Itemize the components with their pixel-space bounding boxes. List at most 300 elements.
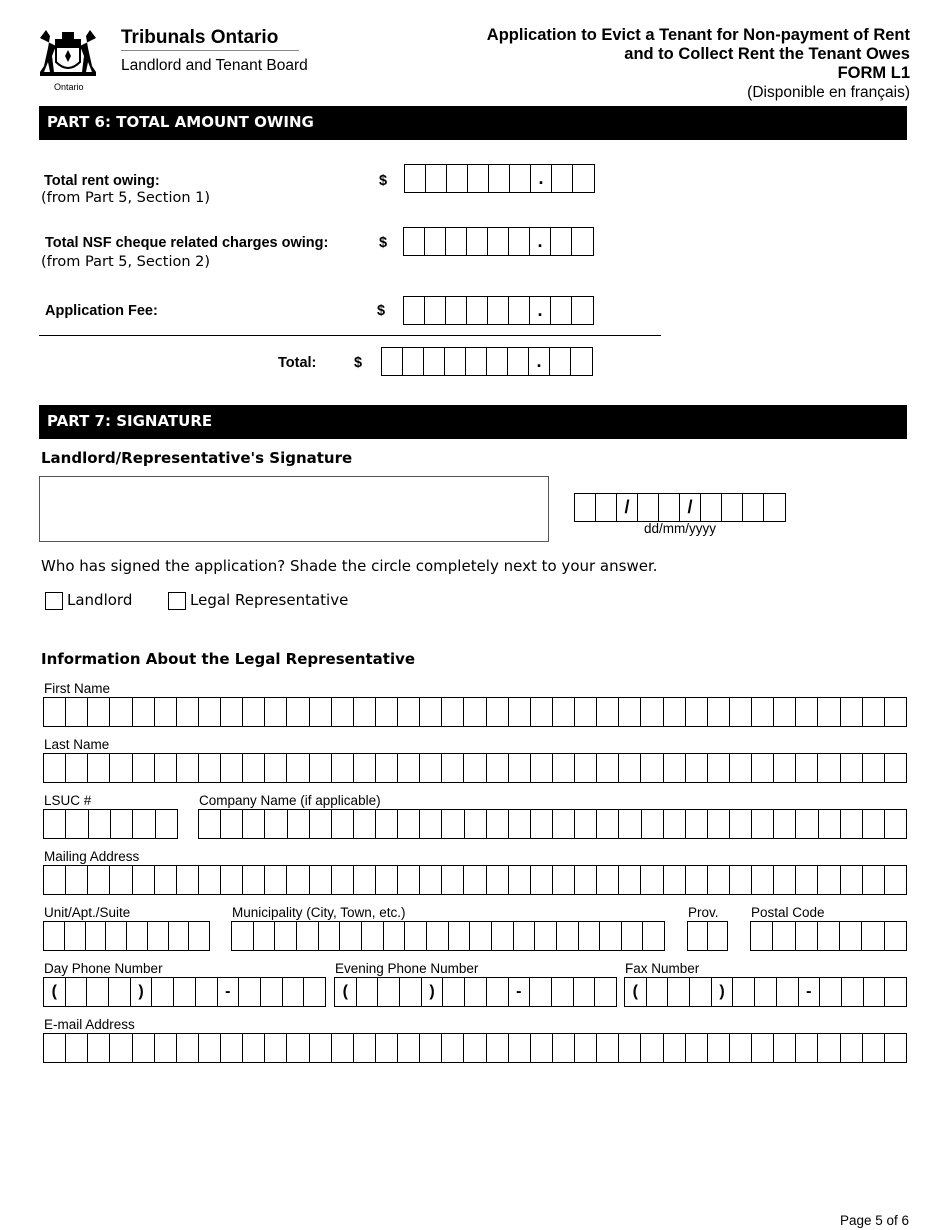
unit-field[interactable] (43, 921, 210, 951)
char-cell (841, 698, 863, 726)
char-cell (840, 922, 862, 950)
application-fee-label: Application Fee: (45, 303, 158, 319)
email-label: E-mail Address (44, 1017, 135, 1032)
evening-phone-field[interactable] (334, 977, 617, 1007)
char-cell (332, 698, 354, 726)
logo-caption: Ontario (54, 82, 84, 92)
char-cell (110, 698, 132, 726)
char-cell (751, 922, 773, 950)
char-cell (863, 1034, 885, 1062)
char-cell (575, 866, 597, 894)
char-cell (597, 1034, 619, 1062)
char-cell (664, 698, 686, 726)
char-cell (155, 698, 177, 726)
char-cell (310, 698, 332, 726)
char-cell (641, 866, 663, 894)
char-cell (752, 698, 774, 726)
municipality-label: Municipality (City, Town, etc.) (232, 905, 406, 920)
char-cell (275, 922, 297, 950)
char-cell (575, 1034, 597, 1062)
ontario-coat-of-arms-logo (36, 26, 100, 92)
char-cell (133, 698, 155, 726)
char-cell (619, 698, 641, 726)
date-separator: / (680, 494, 701, 521)
char-cell (487, 754, 509, 782)
char-cell (376, 810, 398, 838)
fax-label: Fax Number (625, 961, 700, 976)
char-cell (664, 754, 686, 782)
char-cell (464, 754, 486, 782)
title-line-2: and to Collect Rent the Tenant Owes (624, 45, 910, 63)
char-cell (310, 754, 332, 782)
char-cell (686, 698, 708, 726)
char-cell (885, 754, 906, 782)
char-cell (332, 754, 354, 782)
char-cell (420, 698, 442, 726)
part6-heading: PART 6: TOTAL AMOUNT OWING (39, 106, 907, 140)
char-cell (553, 698, 575, 726)
char-cell (619, 1034, 641, 1062)
char-cell (686, 1034, 708, 1062)
char-cell (155, 1034, 177, 1062)
char-cell (44, 1034, 66, 1062)
char-cell (243, 698, 265, 726)
char-cell (89, 810, 111, 838)
char-cell (752, 1034, 774, 1062)
char-cell (133, 810, 155, 838)
char-cell (106, 922, 127, 950)
area-code-close: ) (422, 978, 444, 1006)
email-field[interactable] (43, 1033, 907, 1063)
char-cell (232, 922, 254, 950)
char-cell (619, 754, 641, 782)
date-format-hint: dd/mm/yyyy (644, 521, 717, 536)
char-cell (287, 698, 309, 726)
char-cell (398, 754, 420, 782)
char-cell (862, 922, 884, 950)
char-cell (287, 1034, 309, 1062)
evening-phone-label: Evening Phone Number (335, 961, 479, 976)
char-cell (155, 866, 177, 894)
char-cell (287, 866, 309, 894)
title-line-1: Application to Evict a Tenant for Non-payment of Rent (486, 26, 910, 44)
total-field[interactable] (381, 347, 593, 376)
char-cell (66, 698, 88, 726)
char-cell (221, 698, 243, 726)
char-cell (265, 866, 287, 894)
char-cell (597, 698, 619, 726)
char-cell (354, 1034, 376, 1062)
char-cell (287, 754, 309, 782)
lsuc-field[interactable] (43, 809, 178, 839)
char-cell (420, 1034, 442, 1062)
french-availability: (Disponible en français) (747, 84, 910, 101)
phone-dash: - (218, 978, 240, 1006)
decimal-point: . (530, 297, 551, 324)
char-cell (449, 922, 471, 950)
char-cell (88, 866, 110, 894)
char-cell (420, 810, 442, 838)
char-cell (470, 922, 492, 950)
char-cell (641, 754, 663, 782)
decimal-point: . (531, 165, 552, 192)
legal-rep-option-label: Legal Representative (190, 591, 349, 609)
char-cell (619, 866, 641, 894)
mailing-address-field[interactable] (43, 865, 907, 895)
currency-symbol: $ (354, 355, 363, 371)
char-cell (619, 810, 641, 838)
char-cell (818, 866, 840, 894)
char-cell (66, 754, 88, 782)
char-cell (553, 1034, 575, 1062)
char-cell (243, 1034, 265, 1062)
currency-symbol: $ (379, 173, 388, 189)
char-cell (177, 754, 199, 782)
mailing-address-label: Mailing Address (44, 849, 140, 864)
char-cell (597, 754, 619, 782)
char-cell (796, 922, 818, 950)
char-cell (310, 810, 332, 838)
char-cell (774, 698, 796, 726)
char-cell (622, 922, 644, 950)
char-cell (442, 1034, 464, 1062)
landlord-checkbox[interactable] (45, 592, 63, 610)
char-cell (319, 922, 341, 950)
char-cell (642, 810, 664, 838)
char-cell (310, 1034, 332, 1062)
company-label: Company Name (if applicable) (199, 793, 381, 808)
phone-dash: - (509, 978, 531, 1006)
char-cell (155, 754, 177, 782)
char-cell (643, 922, 664, 950)
char-cell (819, 810, 841, 838)
lsuc-label: LSUC # (44, 793, 92, 808)
char-cell (465, 810, 487, 838)
last-name-label: Last Name (44, 737, 110, 752)
nsf-charges-label: Total NSF cheque related charges owing: (45, 235, 329, 251)
char-cell (796, 810, 818, 838)
char-cell (199, 1034, 221, 1062)
char-cell (597, 810, 619, 838)
currency-symbol: $ (379, 235, 388, 251)
char-cell (405, 922, 427, 950)
char-cell (664, 810, 686, 838)
char-cell (398, 698, 420, 726)
char-cell (156, 810, 177, 838)
char-cell (398, 810, 420, 838)
area-code-open: ( (335, 978, 357, 1006)
char-cell (65, 922, 86, 950)
who-signed-question: Who has signed the application? Shade the circle completely next to your answer. (41, 557, 658, 575)
day-phone-label: Day Phone Number (44, 961, 163, 976)
char-cell (265, 810, 287, 838)
char-cell (44, 922, 65, 950)
char-cell (398, 866, 420, 894)
char-cell (110, 866, 132, 894)
char-cell (199, 866, 221, 894)
char-cell (442, 698, 464, 726)
char-cell (818, 698, 840, 726)
decimal-point: . (529, 348, 550, 375)
char-cell (376, 1034, 398, 1062)
char-cell (730, 698, 752, 726)
last-name-field[interactable] (43, 753, 907, 783)
char-cell (841, 754, 863, 782)
form-title (487, 26, 910, 102)
rent-owing-label: Total rent owing: (44, 173, 160, 189)
area-code-close: ) (131, 978, 153, 1006)
char-cell (708, 922, 727, 950)
char-cell (362, 922, 384, 950)
char-cell (86, 922, 107, 950)
org-name: Tribunals Ontario (121, 27, 279, 48)
char-cell (384, 922, 406, 950)
char-cell (597, 866, 619, 894)
char-cell (133, 1034, 155, 1062)
char-cell (664, 1034, 686, 1062)
char-cell (442, 810, 464, 838)
char-cell (885, 922, 906, 950)
char-cell (254, 922, 276, 950)
postal-code-field[interactable] (750, 921, 907, 951)
char-cell (579, 922, 601, 950)
char-cell (487, 1034, 509, 1062)
char-cell (177, 1034, 199, 1062)
char-cell (199, 754, 221, 782)
char-cell (730, 1034, 752, 1062)
char-cell (600, 922, 622, 950)
char-cell (818, 922, 840, 950)
char-cell (863, 754, 885, 782)
char-cell (442, 866, 464, 894)
char-cell (575, 810, 597, 838)
area-code-open: ( (44, 978, 66, 1006)
char-cell (841, 1034, 863, 1062)
org-divider (121, 50, 299, 51)
char-cell (354, 866, 376, 894)
char-cell (535, 922, 557, 950)
char-cell (863, 698, 885, 726)
char-cell (557, 922, 579, 950)
char-cell (398, 1034, 420, 1062)
char-cell (487, 810, 509, 838)
phone-dash: - (799, 978, 821, 1006)
char-cell (177, 698, 199, 726)
char-cell (66, 1034, 88, 1062)
char-cell (66, 810, 88, 838)
char-cell (885, 866, 906, 894)
currency-symbol: $ (377, 303, 386, 319)
char-cell (243, 866, 265, 894)
char-cell (708, 754, 730, 782)
char-cell (354, 810, 376, 838)
char-cell (332, 810, 354, 838)
char-cell (509, 866, 531, 894)
char-cell (664, 866, 686, 894)
char-cell (531, 754, 553, 782)
char-cell (354, 754, 376, 782)
char-cell (243, 754, 265, 782)
char-cell (88, 1034, 110, 1062)
char-cell (841, 866, 863, 894)
char-cell (133, 754, 155, 782)
char-cell (464, 698, 486, 726)
char-cell (133, 866, 155, 894)
char-cell (310, 866, 332, 894)
char-cell (332, 866, 354, 894)
char-cell (752, 754, 774, 782)
signature-date-field[interactable] (574, 493, 786, 522)
char-cell (531, 810, 553, 838)
char-cell (340, 922, 362, 950)
char-cell (221, 754, 243, 782)
char-cell (730, 810, 752, 838)
first-name-field[interactable] (43, 697, 907, 727)
char-cell (487, 866, 509, 894)
char-cell (177, 866, 199, 894)
char-cell (127, 922, 148, 950)
char-cell (265, 698, 287, 726)
municipality-field[interactable] (231, 921, 665, 951)
char-cell (509, 810, 531, 838)
rent-owing-field[interactable] (404, 164, 595, 193)
char-cell (148, 922, 169, 950)
char-cell (796, 754, 818, 782)
char-cell (553, 754, 575, 782)
part7-heading: PART 7: SIGNATURE (39, 405, 907, 439)
char-cell (44, 810, 66, 838)
char-cell (110, 1034, 132, 1062)
char-cell (641, 1034, 663, 1062)
char-cell (752, 810, 774, 838)
char-cell (863, 866, 885, 894)
nsf-charges-sublabel: (from Part 5, Section 2) (41, 254, 211, 270)
total-divider (39, 335, 661, 336)
char-cell (752, 866, 774, 894)
char-cell (44, 866, 66, 894)
char-cell (531, 698, 553, 726)
char-cell (427, 922, 449, 950)
char-cell (774, 1034, 796, 1062)
char-cell (509, 698, 531, 726)
char-cell (332, 1034, 354, 1062)
org-subtitle: Landlord and Tenant Board (121, 57, 308, 74)
char-cell (243, 810, 265, 838)
char-cell (189, 922, 209, 950)
char-cell (686, 866, 708, 894)
char-cell (841, 810, 863, 838)
char-cell (376, 866, 398, 894)
char-cell (641, 698, 663, 726)
signature-box[interactable] (39, 476, 549, 542)
char-cell (169, 922, 190, 950)
char-cell (553, 866, 575, 894)
char-cell (376, 698, 398, 726)
char-cell (885, 698, 906, 726)
area-code-open: ( (625, 978, 647, 1006)
char-cell (885, 810, 906, 838)
first-name-label: First Name (44, 681, 111, 696)
page-number: Page 5 of 6 (839, 1213, 909, 1228)
char-cell (265, 754, 287, 782)
landlord-option-label: Landlord (67, 591, 133, 609)
char-cell (531, 866, 553, 894)
char-cell (199, 810, 221, 838)
unit-label: Unit/Apt./Suite (44, 905, 131, 920)
char-cell (442, 754, 464, 782)
char-cell (420, 754, 442, 782)
char-cell (796, 1034, 818, 1062)
char-cell (354, 698, 376, 726)
fax-field[interactable] (624, 977, 907, 1007)
char-cell (88, 754, 110, 782)
application-fee-field[interactable] (403, 296, 594, 325)
char-cell (221, 866, 243, 894)
char-cell (774, 866, 796, 894)
province-field[interactable] (687, 921, 728, 951)
company-field[interactable] (198, 809, 907, 839)
char-cell (708, 866, 730, 894)
char-cell (44, 698, 66, 726)
char-cell (509, 1034, 531, 1062)
char-cell (221, 1034, 243, 1062)
char-cell (66, 866, 88, 894)
province-label: Prov. (688, 905, 719, 920)
char-cell (509, 754, 531, 782)
char-cell (863, 810, 885, 838)
total-label: Total: (278, 355, 317, 371)
char-cell (44, 754, 66, 782)
area-code-close: ) (712, 978, 734, 1006)
char-cell (111, 810, 133, 838)
char-cell (818, 1034, 840, 1062)
char-cell (265, 1034, 287, 1062)
decimal-point: . (530, 228, 551, 255)
char-cell (730, 754, 752, 782)
char-cell (288, 810, 310, 838)
char-cell (708, 1034, 730, 1062)
char-cell (708, 698, 730, 726)
day-phone-field[interactable] (43, 977, 326, 1007)
char-cell (492, 922, 514, 950)
char-cell (487, 698, 509, 726)
char-cell (575, 754, 597, 782)
date-separator: / (617, 494, 638, 521)
char-cell (531, 1034, 553, 1062)
char-cell (708, 810, 730, 838)
char-cell (514, 922, 536, 950)
char-cell (297, 922, 319, 950)
char-cell (420, 866, 442, 894)
char-cell (688, 922, 708, 950)
char-cell (553, 810, 575, 838)
char-cell (686, 810, 708, 838)
legal-rep-heading: Information About the Legal Representative (41, 650, 416, 668)
char-cell (885, 1034, 906, 1062)
char-cell (796, 866, 818, 894)
char-cell (376, 754, 398, 782)
char-cell (774, 754, 796, 782)
form-id: FORM L1 (837, 64, 910, 82)
char-cell (221, 810, 243, 838)
char-cell (88, 698, 110, 726)
char-cell (110, 754, 132, 782)
char-cell (773, 922, 795, 950)
nsf-charges-field[interactable] (403, 227, 594, 256)
legal-rep-checkbox[interactable] (168, 592, 186, 610)
signature-label: Landlord/Representative's Signature (41, 449, 353, 467)
char-cell (796, 698, 818, 726)
